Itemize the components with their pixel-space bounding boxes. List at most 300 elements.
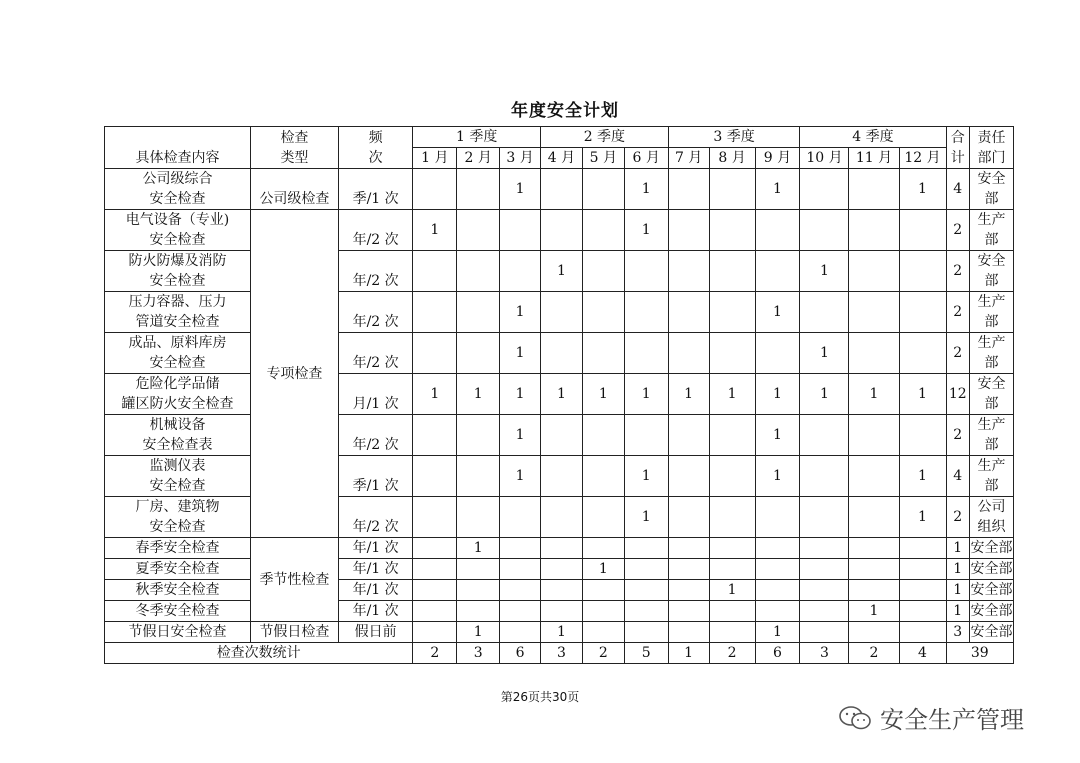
month-mark-cell: 1 [800, 251, 849, 292]
check-content-cell [105, 292, 251, 333]
total-cell: 4 [946, 169, 969, 210]
month-mark-cell [709, 333, 755, 374]
month-mark-cell: 1 [500, 415, 541, 456]
check-content-cell [105, 622, 251, 643]
month-mark-cell [582, 292, 624, 333]
month-mark-cell [413, 601, 457, 622]
month-mark-cell [541, 601, 583, 622]
department-line: 部 [984, 396, 999, 412]
header-frequency: 频 次 [338, 127, 413, 169]
month-mark-cell [500, 622, 541, 643]
month-mark-cell [668, 415, 709, 456]
department-line: 部 [984, 355, 999, 371]
month-mark-cell [457, 601, 500, 622]
header-total: 合 计 [946, 127, 969, 169]
department-line: 生产 [977, 458, 1006, 474]
month-mark-cell [582, 210, 624, 251]
wechat-icon [838, 705, 872, 731]
department-cell [969, 601, 1013, 622]
month-mark-cell [800, 210, 849, 251]
check-content-cell [105, 374, 251, 415]
month-mark-cell [709, 497, 755, 538]
month-mark-cell [624, 415, 668, 456]
department-line: 生产 [977, 417, 1006, 433]
month-mark-cell [849, 415, 899, 456]
header-month: 5 月 [582, 148, 624, 169]
department-cell [969, 415, 1013, 456]
month-mark-cell [582, 580, 624, 601]
month-mark-cell [899, 559, 946, 580]
total-cell: 1 [946, 601, 969, 622]
frequency-cell: 季/1 次 [338, 169, 413, 210]
month-mark-cell [849, 456, 899, 497]
check-content-cell [105, 559, 251, 580]
month-mark-cell [709, 559, 755, 580]
month-mark-cell: 1 [755, 415, 800, 456]
month-mark-cell [624, 333, 668, 374]
month-mark-cell: 1 [624, 169, 668, 210]
check-content-line: 成品、原料库房 [128, 335, 227, 351]
month-mark-cell: 1 [500, 292, 541, 333]
month-mark-cell [624, 580, 668, 601]
check-type-cell: 季节性检查 [251, 538, 339, 622]
month-mark-cell [668, 622, 709, 643]
month-mark-cell: 1 [899, 456, 946, 497]
department-cell [969, 251, 1013, 292]
month-mark-cell [457, 292, 500, 333]
header-month: 8 月 [709, 148, 755, 169]
frequency-cell: 年/1 次 [338, 580, 413, 601]
check-content-line: 危险化学品储 [135, 376, 220, 392]
frequency-cell: 年/2 次 [338, 292, 413, 333]
month-mark-cell [541, 333, 583, 374]
month-mark-cell: 1 [849, 601, 899, 622]
frequency-cell: 年/1 次 [338, 601, 413, 622]
total-cell: 1 [946, 580, 969, 601]
department-line: 安全部 [970, 561, 1013, 577]
month-mark-cell [899, 292, 946, 333]
header-department: 责任 部门 [969, 127, 1013, 169]
department-line: 公司 [977, 499, 1006, 515]
header-month: 2 月 [457, 148, 500, 169]
table-row [105, 292, 1014, 333]
month-mark-cell [500, 580, 541, 601]
month-mark-cell [755, 497, 800, 538]
department-line: 部 [984, 437, 999, 453]
table-row [105, 169, 1014, 210]
month-mark-cell [668, 538, 709, 559]
month-mark-cell [413, 251, 457, 292]
month-mark-cell: 1 [624, 210, 668, 251]
month-mark-cell [709, 292, 755, 333]
table-row [105, 415, 1014, 456]
department-cell [969, 374, 1013, 415]
month-mark-cell [668, 456, 709, 497]
month-mark-cell: 1 [500, 374, 541, 415]
table-row [105, 559, 1014, 580]
month-mark-cell [457, 210, 500, 251]
check-content-cell [105, 333, 251, 374]
month-mark-cell [755, 580, 800, 601]
month-mark-cell [500, 538, 541, 559]
check-content-line: 安全检查表 [142, 437, 213, 453]
month-mark-cell [849, 580, 899, 601]
month-mark-cell: 1 [899, 169, 946, 210]
header-month: 3 月 [500, 148, 541, 169]
month-mark-cell [800, 292, 849, 333]
month-mark-cell: 1 [624, 374, 668, 415]
frequency-cell: 年/1 次 [338, 559, 413, 580]
month-mark-cell [541, 456, 583, 497]
month-mark-cell [800, 559, 849, 580]
month-mark-cell [582, 333, 624, 374]
check-content-line: 压力容器、压力 [128, 294, 227, 310]
check-content-line: 厂房、建筑物 [135, 499, 220, 515]
month-mark-cell [541, 169, 583, 210]
month-mark-cell [582, 169, 624, 210]
month-mark-cell [668, 333, 709, 374]
month-mark-cell [457, 169, 500, 210]
header-row-quarters [105, 127, 1014, 148]
department-line: 安全 [977, 376, 1006, 392]
month-mark-cell: 1 [457, 374, 500, 415]
month-mark-cell [849, 292, 899, 333]
month-mark-cell [582, 601, 624, 622]
total-cell: 4 [946, 456, 969, 497]
table-row [105, 497, 1014, 538]
month-mark-cell [413, 169, 457, 210]
frequency-cell: 年/2 次 [338, 251, 413, 292]
month-mark-cell [849, 497, 899, 538]
month-mark-cell: 1 [755, 374, 800, 415]
check-type-cell: 节假日检查 [251, 622, 339, 643]
summary-month-value: 3 [457, 643, 500, 664]
table-row [105, 210, 1014, 251]
department-line: 安全部 [970, 603, 1013, 619]
month-mark-cell [668, 497, 709, 538]
month-mark-cell [899, 210, 946, 251]
month-mark-cell [624, 538, 668, 559]
department-line: 生产 [977, 294, 1006, 310]
month-mark-cell [500, 251, 541, 292]
month-mark-cell [899, 251, 946, 292]
check-content-cell [105, 538, 251, 559]
month-mark-cell [413, 333, 457, 374]
month-mark-cell [709, 538, 755, 559]
department-cell [969, 456, 1013, 497]
month-mark-cell [413, 292, 457, 333]
check-content-line: 春季安全检查 [135, 540, 220, 556]
month-mark-cell: 1 [541, 251, 583, 292]
month-mark-cell [413, 559, 457, 580]
month-mark-cell [755, 333, 800, 374]
department-cell [969, 210, 1013, 251]
month-mark-cell [899, 601, 946, 622]
month-mark-cell [582, 251, 624, 292]
month-mark-cell [541, 538, 583, 559]
summary-month-value: 5 [624, 643, 668, 664]
total-cell: 1 [946, 559, 969, 580]
month-mark-cell [709, 210, 755, 251]
department-line: 生产 [977, 335, 1006, 351]
brand-name: 安全生产管理 [880, 706, 1024, 734]
total-cell: 2 [946, 210, 969, 251]
check-content-cell [105, 601, 251, 622]
department-line: 安全 [977, 171, 1006, 187]
check-content-line: 安全检查 [149, 273, 206, 289]
department-line: 安全 [977, 253, 1006, 269]
month-mark-cell [800, 415, 849, 456]
month-mark-cell [849, 251, 899, 292]
month-mark-cell [500, 497, 541, 538]
total-cell: 2 [946, 497, 969, 538]
month-mark-cell [668, 210, 709, 251]
department-line: 生产 [977, 212, 1006, 228]
month-mark-cell [668, 292, 709, 333]
summary-month-value: 1 [668, 643, 709, 664]
month-mark-cell [457, 415, 500, 456]
month-mark-cell [582, 415, 624, 456]
month-mark-cell: 1 [800, 333, 849, 374]
month-mark-cell [624, 559, 668, 580]
check-content-line: 安全检查 [149, 355, 206, 371]
check-content-cell [105, 497, 251, 538]
month-mark-cell [413, 580, 457, 601]
department-line: 安全部 [970, 540, 1013, 556]
month-mark-cell: 1 [541, 374, 583, 415]
summary-month-value: 2 [849, 643, 899, 664]
summary-month-value: 2 [582, 643, 624, 664]
summary-month-value: 2 [709, 643, 755, 664]
department-cell [969, 559, 1013, 580]
month-mark-cell [800, 538, 849, 559]
month-mark-cell [413, 497, 457, 538]
month-mark-cell [500, 210, 541, 251]
department-cell [969, 333, 1013, 374]
table-row [105, 538, 1014, 559]
summary-total: 39 [946, 643, 1014, 664]
check-content-cell [105, 169, 251, 210]
header-month: 10 月 [800, 148, 849, 169]
frequency-cell: 年/2 次 [338, 497, 413, 538]
department-cell [969, 292, 1013, 333]
month-mark-cell [800, 580, 849, 601]
header-quarter-1: 1 季度 [413, 127, 541, 148]
month-mark-cell [541, 580, 583, 601]
month-mark-cell: 1 [755, 622, 800, 643]
department-line: 部 [984, 314, 999, 330]
header-quarter-4: 4 季度 [800, 127, 946, 148]
summary-month-value: 2 [413, 643, 457, 664]
month-mark-cell: 1 [899, 497, 946, 538]
check-content-line: 夏季安全检查 [135, 561, 220, 577]
month-mark-cell [413, 538, 457, 559]
page-footer: 第26页共30页 [500, 690, 580, 704]
month-mark-cell: 1 [500, 169, 541, 210]
month-mark-cell [899, 415, 946, 456]
check-content-line: 管道安全检查 [135, 314, 220, 330]
table-row [105, 374, 1014, 415]
table-row [105, 622, 1014, 643]
month-mark-cell [899, 580, 946, 601]
month-mark-cell [668, 251, 709, 292]
department-cell [969, 497, 1013, 538]
summary-month-value: 6 [755, 643, 800, 664]
month-mark-cell [709, 251, 755, 292]
month-mark-cell [709, 601, 755, 622]
check-content-cell [105, 456, 251, 497]
month-mark-cell [413, 622, 457, 643]
month-mark-cell [582, 456, 624, 497]
month-mark-cell [800, 601, 849, 622]
frequency-cell: 季/1 次 [338, 456, 413, 497]
month-mark-cell: 1 [413, 210, 457, 251]
check-content-line: 秋季安全检查 [135, 582, 220, 598]
check-content-line: 防火防爆及消防 [128, 253, 227, 269]
header-quarter-3: 3 季度 [668, 127, 800, 148]
total-cell: 12 [946, 374, 969, 415]
table-row [105, 456, 1014, 497]
department-line: 部 [984, 478, 999, 494]
header-month: 1 月 [413, 148, 457, 169]
month-mark-cell [899, 622, 946, 643]
month-mark-cell [624, 601, 668, 622]
month-mark-cell [800, 456, 849, 497]
month-mark-cell: 1 [457, 622, 500, 643]
month-mark-cell [457, 497, 500, 538]
department-cell [969, 580, 1013, 601]
month-mark-cell [668, 601, 709, 622]
month-mark-cell [899, 333, 946, 374]
header-quarter-2: 2 季度 [541, 127, 669, 148]
month-mark-cell: 1 [755, 169, 800, 210]
total-cell: 2 [946, 292, 969, 333]
month-mark-cell [849, 538, 899, 559]
month-mark-cell [755, 559, 800, 580]
month-mark-cell [582, 538, 624, 559]
department-line: 部 [984, 273, 999, 289]
month-mark-cell: 1 [413, 374, 457, 415]
check-content-cell [105, 415, 251, 456]
frequency-cell: 月/1 次 [338, 374, 413, 415]
table-row [105, 251, 1014, 292]
month-mark-cell: 1 [849, 374, 899, 415]
check-content-cell [105, 210, 251, 251]
month-mark-cell [457, 456, 500, 497]
department-line: 部 [984, 232, 999, 248]
safety-plan-table [104, 126, 1014, 664]
month-mark-cell: 1 [624, 456, 668, 497]
total-cell: 1 [946, 538, 969, 559]
check-content-line: 电气设备（专业) [125, 212, 230, 228]
frequency-cell: 年/2 次 [338, 210, 413, 251]
month-mark-cell: 1 [582, 374, 624, 415]
month-mark-cell: 1 [755, 456, 800, 497]
month-mark-cell [457, 559, 500, 580]
month-mark-cell [849, 169, 899, 210]
month-mark-cell [624, 622, 668, 643]
total-cell: 2 [946, 333, 969, 374]
check-content-line: 节假日安全检查 [128, 624, 227, 640]
month-mark-cell [500, 559, 541, 580]
month-mark-cell [457, 333, 500, 374]
department-line: 部 [984, 191, 999, 207]
summary-row [105, 643, 1014, 664]
summary-label: 检查次数统计 [105, 643, 413, 664]
month-mark-cell [709, 415, 755, 456]
table-row [105, 333, 1014, 374]
month-mark-cell: 1 [541, 622, 583, 643]
check-content-line: 安全检查 [149, 478, 206, 494]
month-mark-cell: 1 [709, 580, 755, 601]
header-month: 6 月 [624, 148, 668, 169]
brand-watermark [838, 700, 1024, 735]
summary-month-value: 6 [500, 643, 541, 664]
total-cell: 3 [946, 622, 969, 643]
month-mark-cell: 1 [582, 559, 624, 580]
check-type-cell: 公司级检查 [251, 169, 339, 210]
department-line: 安全部 [970, 582, 1013, 598]
month-mark-cell: 1 [500, 456, 541, 497]
summary-month-value: 3 [541, 643, 583, 664]
month-mark-cell: 1 [500, 333, 541, 374]
total-cell: 2 [946, 415, 969, 456]
summary-month-value: 4 [899, 643, 946, 664]
month-mark-cell [755, 601, 800, 622]
month-mark-cell: 1 [800, 374, 849, 415]
total-cell: 2 [946, 251, 969, 292]
month-mark-cell [800, 169, 849, 210]
month-mark-cell [709, 456, 755, 497]
department-line: 安全部 [970, 624, 1013, 640]
month-mark-cell [668, 559, 709, 580]
header-month: 12 月 [899, 148, 946, 169]
header-type: 检查 类型 [251, 127, 339, 169]
month-mark-cell [413, 456, 457, 497]
check-content-cell [105, 251, 251, 292]
month-mark-cell [755, 538, 800, 559]
department-cell [969, 538, 1013, 559]
frequency-cell: 年/2 次 [338, 333, 413, 374]
check-content-line: 罐区防火安全检查 [121, 396, 234, 412]
month-mark-cell: 1 [624, 497, 668, 538]
month-mark-cell [457, 580, 500, 601]
month-mark-cell [541, 292, 583, 333]
table-row [105, 580, 1014, 601]
month-mark-cell [541, 559, 583, 580]
header-month: 7 月 [668, 148, 709, 169]
check-content-line: 监测仪表 [149, 458, 206, 474]
check-type-cell: 专项检查 [251, 210, 339, 538]
frequency-cell: 年/1 次 [338, 538, 413, 559]
month-mark-cell [849, 210, 899, 251]
month-mark-cell [582, 497, 624, 538]
month-mark-cell [541, 210, 583, 251]
month-mark-cell [849, 559, 899, 580]
header-month: 9 月 [755, 148, 800, 169]
check-content-line: 安全检查 [149, 519, 206, 535]
department-line: 组织 [977, 519, 1006, 535]
month-mark-cell: 1 [899, 374, 946, 415]
month-mark-cell [624, 292, 668, 333]
month-mark-cell [849, 622, 899, 643]
check-content-line: 安全检查 [149, 191, 206, 207]
month-mark-cell [457, 251, 500, 292]
month-mark-cell [413, 415, 457, 456]
month-mark-cell [500, 601, 541, 622]
table-row [105, 601, 1014, 622]
month-mark-cell [899, 538, 946, 559]
